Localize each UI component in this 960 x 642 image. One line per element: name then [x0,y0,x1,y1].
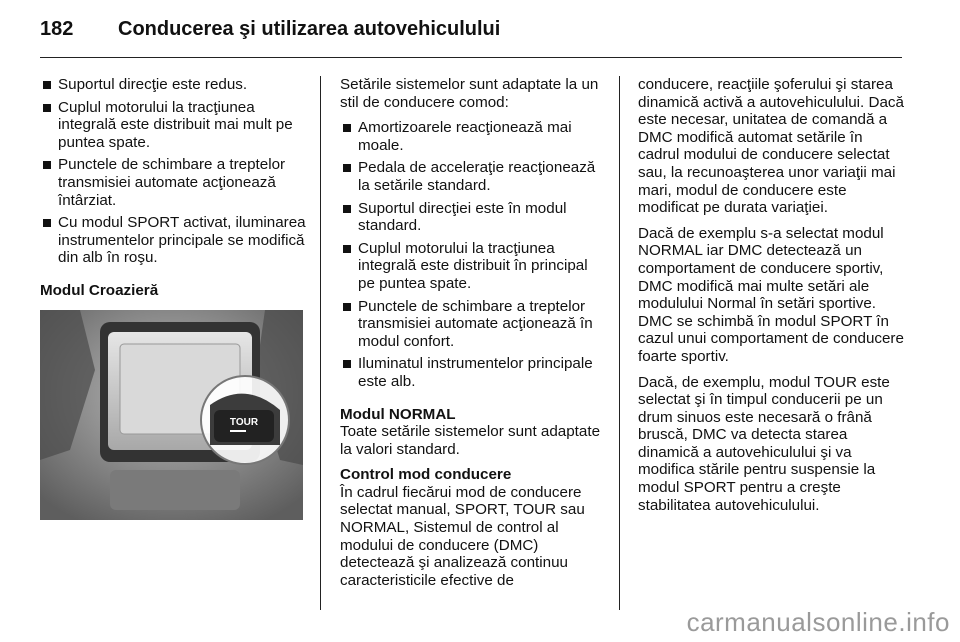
bullet-icon [43,161,51,169]
list-item: Cuplul motorului la tracţiunea integrală este distribuit mai mult pe puntea spate. [40,99,310,152]
bullet-icon [343,124,351,132]
dashboard-illustration [40,310,303,520]
section-heading-cruise: Modul Croazieră [40,281,159,299]
normal-text: Toate setările sistemelor sunt adaptate la valori standard. [340,423,601,458]
tour-intro: Setările sistemelor sunt adaptate la un stil de conducere comod: [340,76,599,111]
bullet-icon [343,164,351,172]
column-2 [340,76,608,597]
bullet-icon [343,205,351,213]
tour-button-label: TOUR [229,416,259,428]
watermark: carmanualsonline.info [686,607,950,637]
column-1 [40,76,310,520]
list-item: Suportul direcţiei este în modul standard. [340,200,608,235]
list-item: Suportul direcţie este redus. [40,76,310,94]
sport-mode-list [40,76,310,267]
page-number: 182 [40,17,74,40]
list-item: Cuplul motorului la tracţiunea integrală este distribuit în principal pe puntea spate. [340,240,608,293]
column-3 [638,76,906,522]
bullet-icon [43,104,51,112]
section-heading-normal: Modul NORMAL [340,405,456,423]
bullet-icon [343,303,351,311]
bullet-icon [343,360,351,368]
list-item: Amortizoarele reacţionează mai moale. [340,119,608,154]
column-divider-1 [320,76,321,610]
bullet-icon [343,245,351,253]
list-item: Cu modul SPORT activat, iluminarea instrumentelor principale se modifică din alb în roşu. [40,214,310,267]
paragraph-2: Dacă de exemplu s-a selectat modul NORMAL iar DMC detectează un comportament de conducere sportiv, DMC modifică mai multe setări ale modulului Normal în setări sportive. DMC se schimbă în modul SPORT în cazul unui comportament de conducere foarte sportiv. [638,224,904,365]
section-heading-control: Control mod conducere [340,466,512,484]
list-item: Punctele de schimbare a treptelor transmisiei automate acţionează în modul confort. [340,298,608,351]
bullet-icon [43,219,51,227]
column-divider-2 [619,76,620,610]
list-item: Iluminatul instrumentelor principale este alb. [340,355,608,390]
header-rule [40,57,902,58]
page-header [40,14,500,44]
list-item: Punctele de schimbare a treptelor transmisiei automate acţionează întârziat. [40,156,310,209]
page-title: Conducerea şi utilizarea autovehiculului [118,17,501,40]
paragraph-1: conducere, reacţiile şoferului şi starea dinamică activă a autovehiculului. Dacă este necesar, unitatea de comandă a DMC modifică automat setările în cadrul modului de conducere selectat sau, la recunoaşterea unor variaţii mai mari, modul de conducere este modificat pe durata variaţiei. [638,76,904,217]
list-item: Pedala de acceleraţie reacţionează la setările standard. [340,159,608,194]
tour-mode-list [340,119,608,390]
paragraph-3: Dacă, de exemplu, modul TOUR este selectat şi în timpul conducerii pe un drum sinuos este necesară o frână bruscă, DMC va detecta starea dinamică a autovehiculului şi va modifica stările pentru suspensie la modul SPORT pentru a creşte stabilitatea autovehiculului. [638,373,890,514]
control-text: În cadrul fiecărui mod de conducere selectat manual, SPORT, TOUR sau NORMAL, Sistemul de control al modului de conducere (DMC) detectează şi analizează continuu caracteristicile efective de [340,483,585,589]
dashboard-photo [40,310,303,520]
bullet-icon [43,81,51,89]
